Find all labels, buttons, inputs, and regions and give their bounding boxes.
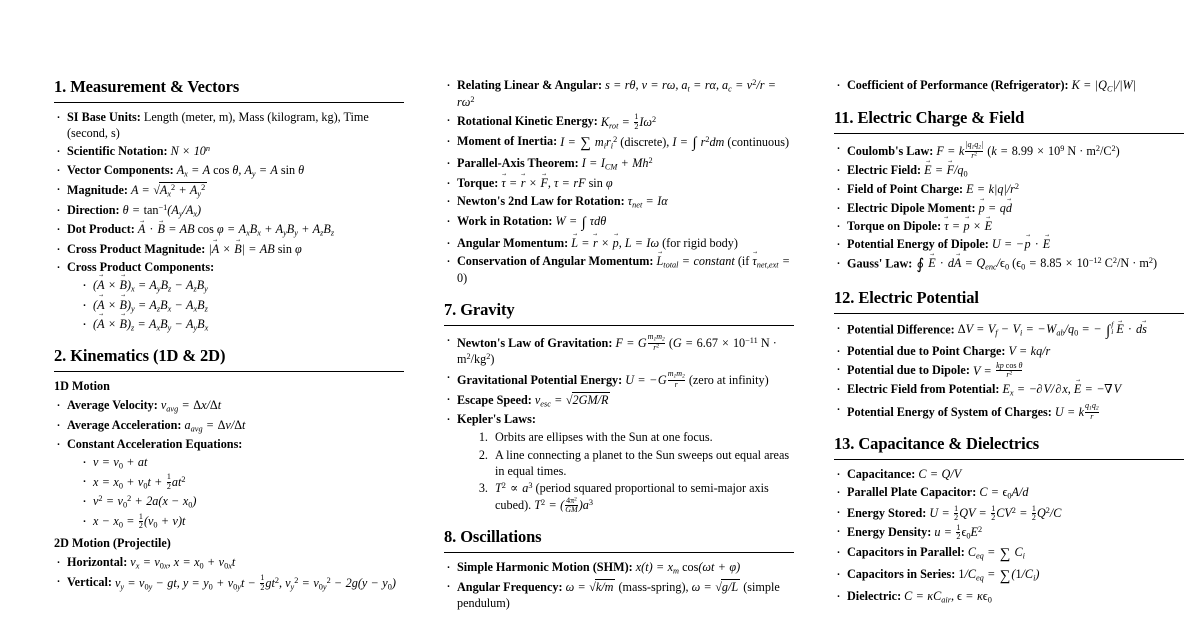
term-label: Potential due to Point Charge: (847, 344, 1006, 358)
term-label: Field of Point Charge: (847, 182, 964, 197)
term-label: Coulomb's Law: (847, 144, 934, 159)
term-label: Angular Frequency: (457, 580, 563, 595)
formula: $v_{avg} = \Delta x/\Delta t$ (160, 398, 222, 414)
formula: $x(t) = x_m$ cos(ωt + φ) (635, 559, 741, 575)
list-item (834, 78, 1184, 95)
list-item (444, 370, 794, 389)
term-label: Horizontal: (67, 554, 128, 569)
list-item (444, 560, 794, 577)
list-item (834, 485, 1184, 502)
sublist-cross-product-components (67, 277, 404, 333)
formula: |A → × B →| = AB sin φ (208, 242, 301, 256)
sublist-item: · (A → × $B \to)_x = A_yB_z - A_zB_y$ (81, 277, 404, 294)
term-label: Moment of Inertia: (457, 134, 558, 149)
term-label: Conservation of Angular Momentum: (457, 253, 654, 268)
list-item (444, 333, 794, 368)
term-label: Potential due to Dipole: (847, 363, 970, 378)
list-item (444, 78, 794, 111)
formula-list-capacitance-dielectrics (834, 467, 1184, 606)
formula: L → = r → × p →, L = Iω (for rigid body) (571, 236, 738, 250)
formula: τ → = p → × E → (944, 219, 992, 233)
subheading-1d-motion: 1D Motion (54, 379, 110, 394)
sublist-item: · $v^2 = v_0^2 + 2a(x - x_0)$ (81, 493, 404, 510)
section-heading-kinematics: 2. Kinematics (1D & 2D) (54, 346, 226, 366)
list-item (444, 156, 794, 173)
sublist-item: · (A → × $B \to)_z = A_xB_y - A_yB_x$ (81, 316, 404, 333)
formula: A → · B → = AB $\cos \varphi = A_xB_x + A_yB_y + A_zB_z$ (138, 222, 334, 236)
formula: s = rθ, v = rω, $a_t = r\alpha$, $a_c = v^2/r = r\omega^2$ (457, 78, 776, 110)
term-label: Energy Stored: (847, 505, 927, 520)
formula-list-2d-motion (54, 555, 404, 593)
formula: $1/C_{eq} = \sum(1/C_i)$ (958, 567, 1040, 584)
section-divider (444, 552, 794, 553)
section-divider (54, 102, 404, 103)
list-item (54, 222, 404, 239)
term-label: Parallel-Axis Theorem: (457, 156, 579, 171)
list-item (54, 398, 404, 415)
formula: $I = I_{CM} + Mh^2$ (581, 156, 653, 172)
subheading-2d-motion: 2D Motion (Projectile) (54, 536, 171, 551)
term-label: Magnitude: (67, 183, 128, 198)
formula: τ → = r → × F →, τ = rF sin φ (501, 176, 612, 190)
formula-list-1d-motion (54, 398, 404, 530)
section-heading-oscillations: 8. Oscillations (444, 526, 542, 546)
formula: I = ∑ $m_ir_i^2$ (discrete), I = ∫ $r^2dm$ (continuous) (560, 134, 790, 152)
term-label: Cross Product Components: (67, 260, 215, 275)
formula-list-thermo-continued (834, 78, 1184, 95)
term-label: Gravitational Potential Energy: (457, 373, 623, 388)
term-label: Vector Components: (67, 162, 174, 177)
formula: $L \to_{total}$ = constant (if $\tau \to_{net,ext} = 0$) (457, 254, 791, 285)
section-heading-measurement-vectors: 1. Measurement & Vectors (54, 78, 240, 96)
term-label: Simple Harmonic Motion (SHM): (457, 559, 633, 574)
term-label: Dot Product: (67, 222, 135, 237)
formula-list-electric-charge-field (834, 141, 1184, 275)
section-divider (54, 371, 404, 372)
term-label: Vertical: (67, 575, 112, 590)
term-label: Cross Product Magnitude: (67, 241, 206, 256)
sublist-item: · $x = x_0 + v_0t$ + $\frac{1}{2}$ $at^2$ (81, 473, 404, 491)
formula: $E_x = -\partial V/\partial x$, E → = −∇V (1002, 382, 1121, 396)
column-3 (834, 78, 1184, 626)
numbered-list-kepler-laws (457, 429, 794, 513)
term-label: Average Velocity: (67, 398, 158, 413)
section-divider (444, 325, 794, 326)
formula: U = −G $\frac{m_1m_2}{r}$ (zero at infinity) (625, 369, 769, 390)
formula: U = −p → · E → (992, 237, 1050, 251)
formula: V = $\frac{\text{kp cos θ}}{r^2}$ (972, 361, 1023, 380)
term-label: Torque on Dipole: (847, 218, 942, 233)
term-label: Capacitors in Series: (847, 567, 956, 581)
sublist-constant-acceleration (67, 454, 404, 530)
list-item (834, 524, 1184, 542)
list-item (834, 141, 1184, 160)
formula: $N \times 10^n$ (170, 144, 211, 159)
term-label: Electric Field from Potential: (847, 381, 1000, 396)
formula: $\tau_{net} = I\alpha$ (627, 194, 668, 210)
list-item (54, 163, 404, 180)
term-label: Newton's 2nd Law for Rotation: (457, 194, 625, 209)
formula: C = Q/V (918, 466, 962, 481)
term-label: Kepler's Laws: (457, 412, 536, 427)
list-item (444, 412, 794, 513)
term-label: Parallel Plate Capacitor: (847, 484, 977, 499)
column-2 (444, 78, 794, 626)
list-item (834, 545, 1184, 564)
formula: $v_x = v_{0x}$, $x = x_0 + v_{0x}t$ (130, 554, 236, 571)
formula-list-oscillations (444, 560, 794, 612)
list-item (444, 254, 794, 287)
formula: $E = k|q|/r^2$ (966, 182, 1020, 197)
formula: W = ∫ τdθ (555, 213, 607, 231)
list-item (54, 437, 404, 530)
list-item (54, 574, 404, 592)
term-label: Constant Acceleration Equations: (67, 437, 243, 452)
list-item (54, 555, 404, 572)
section-heading-electric-potential: 12. Electric Potential (834, 287, 979, 307)
list-item (834, 163, 1184, 180)
numbered-item: 3. $T^2 \propto a^3$ (period squared proportional to semi-major axis cubed). $T^2$ = ( $\frac{4\pi^2}{GM}$ )$a^3$ (491, 480, 794, 513)
formula: $A = √A_x^2 + A_y^2$ (130, 183, 206, 199)
numbered-item: 1. Orbits are ellipses with the Sun at one focus. (491, 429, 794, 445)
list-item (54, 203, 404, 220)
formula: ∮ E → · dA → = $Q_{enc}/\epsilon_0$ ($\epsilon_0 = 8.85 \times 10^{-12}$ $C^2/N \cdot m^2$) (915, 256, 1157, 270)
formula: $\theta = \tan^{-1}(A_y/A_x)$ (122, 202, 202, 219)
term-text: Length (meter, m), Mass (kilogram, kg), Time (second, s) (67, 109, 369, 140)
list-item (834, 505, 1184, 522)
sublist-item: · $x - x_0$ = $\frac{1}{2}$ $(v_0 + v)t$ (81, 513, 404, 531)
term-label: Escape Speed: (457, 392, 532, 407)
formula: $C = \epsilon_0A/d$ (979, 484, 1029, 501)
list-item (834, 402, 1184, 421)
term-label: Newton's Law of Gravitation: (457, 335, 613, 350)
list-item (834, 219, 1184, 235)
section-heading-electric-charge-field: 11. Electric Charge & Field (834, 108, 1025, 128)
term-label: SI Base Units: (67, 109, 141, 124)
list-item (444, 113, 794, 131)
formula-list-measurement-vectors (54, 110, 404, 333)
term-label: Capacitors in Parallel: (847, 545, 965, 560)
term-label: Potential Energy of System of Charges: (847, 404, 1052, 419)
term-label: Energy Density: (847, 525, 932, 540)
term-label: Capacitance: (847, 466, 916, 481)
formula-list-electric-potential (834, 321, 1184, 421)
term-label: Potential Difference: (847, 322, 955, 337)
formula: p → = qd → (979, 201, 1012, 215)
list-item (834, 344, 1184, 360)
list-item (444, 392, 794, 410)
list-item (444, 134, 794, 153)
section-divider (834, 133, 1184, 134)
list-item (54, 418, 404, 435)
list-item (444, 579, 794, 612)
list-item (834, 256, 1184, 275)
term-label: Work in Rotation: (457, 213, 553, 228)
formula: $A_x = A$ cos θ, $A_y = A$ sin θ (176, 162, 305, 178)
list-item (834, 362, 1184, 379)
list-item (444, 176, 794, 192)
section-heading-capacitance-dielectrics: 13. Capacitance & Dielectrics (834, 433, 1040, 453)
term-label: Electric Field: (847, 162, 922, 177)
list-item (834, 237, 1184, 253)
term-label: Relating Linear & Angular: (457, 78, 603, 92)
term-label: Gauss' Law: (847, 256, 913, 271)
list-item (54, 182, 404, 200)
term-label: Rotational Kinetic Energy: (457, 114, 598, 129)
list-item (834, 567, 1184, 586)
formula: u = $\frac{1}{2}$ $\epsilon_0E^2$ (934, 523, 983, 542)
formula: $C = \kappa C_{air}$, $\epsilon = \kappa\epsilon_0$ (904, 588, 992, 604)
formula: $C_{eq}$ = ∑ $C_i$ (967, 545, 1025, 562)
term-label: Coefficient of Performance (Refrigerator): (847, 78, 1069, 92)
list-item (444, 194, 794, 211)
list-item (54, 144, 404, 160)
term-label: Direction: (67, 202, 120, 217)
list-item (54, 110, 404, 142)
list-item (54, 242, 404, 258)
formula: F = k $\frac{|q_1q_2|}{r^2}$ ($k = 8.99 \times 10^9$ $N \cdot m^2/C^2$) (936, 140, 1120, 161)
formula: $\Delta V = V_f - V_i = -W_{ab}/q_0$ = − ∫ f i E → · ds → (958, 322, 1147, 336)
formula: F = G $\frac{m_1m_2}{r^2}$ ($G = 6.67 \times 10^{-11}$ $N \cdot m^2/kg^2$) (457, 331, 777, 366)
term-label: Torque: (457, 175, 499, 190)
list-item (834, 467, 1184, 483)
list-item (834, 382, 1184, 399)
formula: U = $\frac{1}{2}$ QV = $\frac{1}{2}$ $CV^2$ = $\frac{1}{2}$ $Q^2/C$ (929, 503, 1062, 522)
list-item (834, 201, 1184, 217)
numbered-item: 2. A line connecting a planet to the Sun sweeps out equal areas in equal times. (491, 447, 794, 479)
formula: U = k $\frac{q_1q_2}{r}$ (1054, 400, 1099, 421)
formula: $a_{avg} = \Delta v/\Delta t$ (184, 417, 246, 433)
section-divider (834, 313, 1184, 314)
formula: $K_{rot}$ = $\frac{1}{2}$ $I\omega^2$ (600, 112, 657, 131)
section-heading-gravity: 7. Gravity (444, 299, 515, 319)
formula-list-rotation-continued (444, 78, 794, 287)
formula: $v_{esc} = √2GM/R$ (534, 392, 609, 409)
formula: $v_y = v_{0y}$ − gt, $y = y_0 + v_{0y}t$ − $\frac{1}{2}$ $gt^2$, $v_y^2 = v_{0y}^2 - 2g(y - y_0)$ (114, 573, 396, 592)
term-label: Dielectric: (847, 588, 902, 603)
term-label: Electric Dipole Moment: (847, 200, 976, 215)
list-item (444, 236, 794, 252)
list-item (834, 589, 1184, 606)
formula: $K = |Q_C|/|W|$ (1071, 78, 1137, 94)
term-label: Scientific Notation: (67, 144, 168, 159)
formula: V = kq/r (1008, 344, 1051, 358)
sublist-item: · $v = v_0$ + at (81, 454, 404, 471)
formula-list-gravity (444, 333, 794, 514)
section-divider (834, 459, 1184, 460)
formula: ω = √k/m (mass-spring), ω = √g/L (simple pendulum) (457, 580, 780, 611)
list-item (834, 321, 1184, 342)
column-1 (54, 78, 404, 626)
term-label: Average Acceleration: (67, 417, 182, 432)
sublist-item: · (A → × $B \to)_y = A_zB_x - A_xB_z$ (81, 297, 404, 314)
list-item (54, 260, 404, 333)
formula: E → = $F \to/q_0$ (924, 163, 968, 177)
term-label: Angular Momentum: (457, 235, 569, 250)
term-label: Potential Energy of Dipole: (847, 237, 989, 252)
